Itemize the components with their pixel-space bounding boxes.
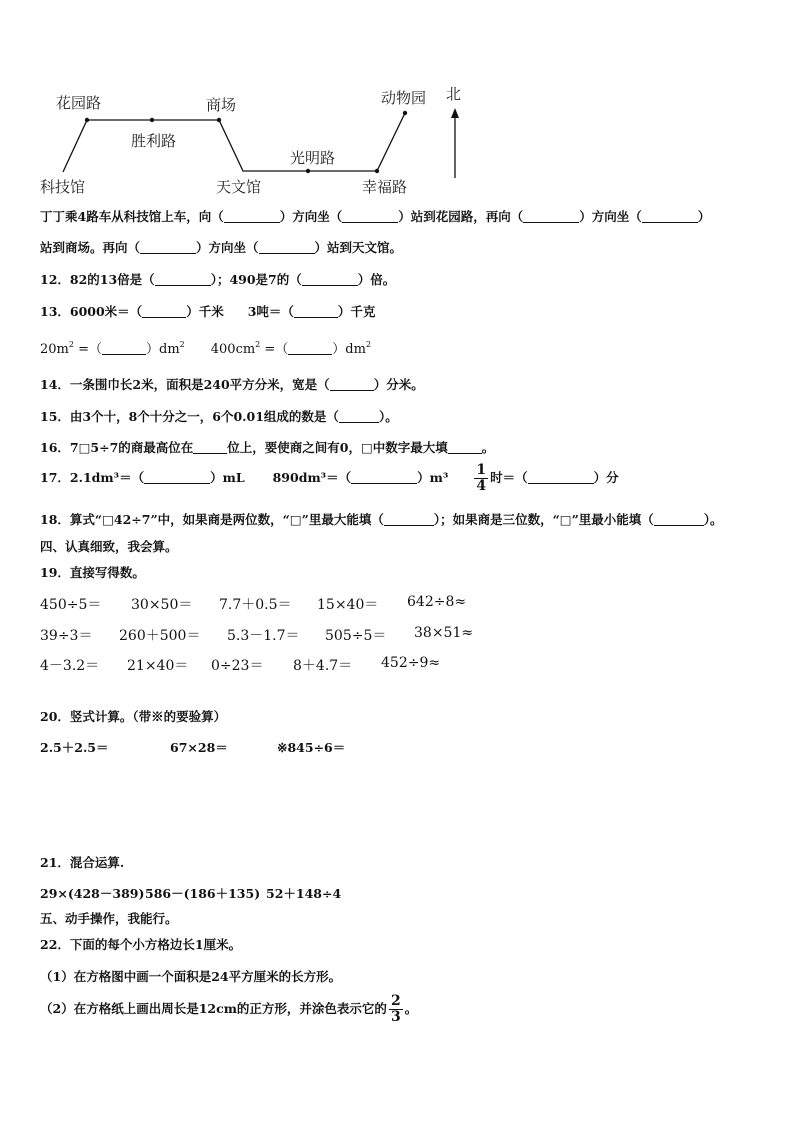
q19-r1c0: 39÷3＝ [40,628,93,644]
q13-line1: 13．6000米＝（ ）千米 3吨＝（ ）千克 [40,304,376,319]
q11-blank-4[interactable] [642,209,698,223]
q18-blank-2[interactable] [654,512,704,526]
stop-xingfu [375,169,379,173]
q17-fraction: $\frac{1}{4}$ [476,462,487,494]
section-4-heading: 四、认真细致，我会算。 [40,539,178,554]
q20-item-3: ※845÷6＝ [277,740,346,755]
q12-blank-1[interactable] [155,272,211,286]
q19-r2c0: 4－3.2＝ [40,658,100,674]
q11-blank-2[interactable] [342,209,398,223]
q20-title: 20．竖式计算。（带※的要验算） [40,709,227,724]
q19-r1c2: 5.3－1.7＝ [227,628,300,644]
q21-item-1: 29×(428－389) [40,886,145,901]
map-label-north: 北 [446,85,462,103]
map-label-xingfu: 幸福路 [362,178,408,196]
q22-fraction: $\frac{2}{3}$ [390,993,401,1025]
q21-item-3: 52＋148÷4 [266,886,342,901]
q14: 14．一条围巾长2米，面积是240平方分米，宽是（ ）分米。 [40,377,424,392]
map-label-shengli: 胜利路 [131,132,177,150]
q15-blank[interactable] [339,409,379,423]
q22-title: 22．下面的每个小方格边长1厘米。 [40,937,242,952]
q18: 18．算式“□42÷7”中，如果商是两位数，“□”里最大能填（ ）；如果商是三位数，“□”里最小能填（ ）。 [40,512,723,527]
map-label-guangming: 光明路 [290,149,336,167]
q16-blank-2[interactable] [448,440,482,454]
north-arrowhead-icon [451,108,459,118]
q17-blank-3[interactable] [528,470,594,484]
q13-blank-3[interactable] [102,341,146,355]
q17-blank-1[interactable] [144,470,210,484]
q13-blank-1[interactable] [142,304,186,318]
q19-r0c2: 7.7＋0.5＝ [219,597,292,613]
q15: 15．由3个十，8个十分之一，6个0.01组成的数是（ ）。 [40,409,398,424]
map-label-dongwu: 动物园 [381,89,427,107]
q22-part-1: （1）在方格图中画一个面积是24平方厘米的长方形。 [40,969,342,984]
map-label-shangchang: 商场 [206,96,237,114]
q11-line2: 站到商场。再向（ ）方向坐（ ）站到天文馆。 [40,240,403,255]
q19-r1c3: 505÷5＝ [325,628,387,644]
q16: 16．7□5÷7的商最高位在 位上，要使商之间有0，□中数字最大填 。 [40,440,495,455]
q16-blank-1[interactable] [193,440,227,454]
stop-shangchang [217,118,221,122]
q19-r1c1: 260＋500＝ [119,628,201,644]
q19-r2c1: 21×40＝ [127,658,189,674]
q19-r0c4: 642÷8≈ [407,594,467,610]
route-line [63,113,405,172]
stop-huayuan [85,118,89,122]
q13-blank-4[interactable] [288,341,332,355]
q19-r0c0: 450÷5＝ [40,597,102,613]
q21-item-2: 586－(186＋135) [145,886,261,901]
q20-item-1: 2.5＋2.5＝ [40,740,109,755]
q20-item-2: 67×28＝ [170,740,228,755]
q12: 12．82的13倍是（ ）；490是7的（ ）倍。 [40,272,396,287]
q18-blank-1[interactable] [384,512,434,526]
q11-blank-1[interactable] [224,209,280,223]
q19-r0c3: 15×40＝ [317,597,379,613]
q13-blank-2[interactable] [294,304,338,318]
q19-r2c4: 452÷9≈ [381,655,441,671]
stop-shengli [150,118,154,122]
stop-guangming [306,169,310,173]
stop-dongwu [403,111,407,115]
q19-r2c2: 0÷23＝ [211,658,264,674]
q12-blank-2[interactable] [302,272,358,286]
q11-blank-6[interactable] [259,240,315,254]
q19-title: 19．直接写得数。 [40,565,145,580]
q19-r2c3: 8＋4.7＝ [293,658,353,674]
q11-line1: 丁丁乘4路车从科技馆上车，向（ ）方向坐（ ）站到花园路，再向（ ）方向坐（ ） [40,209,711,224]
q11-blank-5[interactable] [140,240,196,254]
q17: 17．2.1dm³＝（ ）mL 890dm³＝（ ）m³ $\frac{1}{4}$ 时＝（ ）分 [40,462,619,494]
q13-line2: $20m^2$ =（ ）$dm^2$ $400cm^2$ =（ ）$dm^2$ [40,340,372,357]
q19-r0c1: 30×50＝ [131,597,193,613]
q17-blank-2[interactable] [351,470,417,484]
q19-r1c4: 38×51≈ [414,625,474,641]
map-label-huayuan: 花园路 [56,94,102,112]
map-label-keji: 科技馆 [40,178,86,196]
q11-blank-3[interactable] [523,209,579,223]
q14-blank[interactable] [330,377,374,391]
q22-part-2: （2）在方格纸上画出周长是12cm的正方形，并涂色表示它的 $\frac{2}{3}$ 。 [40,993,418,1025]
q21-title: 21．混合运算. [40,855,125,870]
section-5-heading: 五、动手操作，我能行。 [40,911,178,926]
map-label-tianwen: 天文馆 [216,178,262,196]
